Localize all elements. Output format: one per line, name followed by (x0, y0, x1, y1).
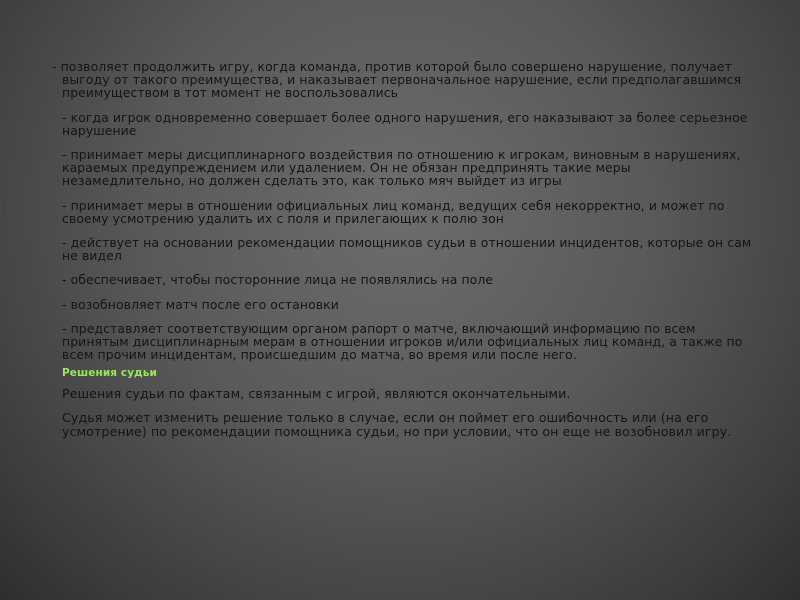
duty-paragraph-2: - когда игрок одновременно совершает более одного нарушения, его наказывают за более серьезное нарушение (62, 109, 748, 138)
slide-content (40, 60, 755, 449)
duty-paragraph-4: - принимает меры в отношении официальных лиц команд, ведущих себя некорректно, и может по своему усмотрению удалить их с поля и прилегающих к полю зон (62, 197, 725, 226)
decision-paragraph-2: Судья может изменить решение только в случае, если он поймет его ошибочность или (на его усмотрение) по рекомендации помощника судьи, но при условии, что он еще не возобновил игру. (62, 410, 732, 439)
duty-paragraph-8: - представляет соответствующим органом рапорт о матче, включающий информацию по всем принятым дисциплинарным мерам в отношении игроков и/или официальных лиц команд, а также по всем прочим инцидентам, происшедшим до матча, во время или после него. (62, 320, 743, 363)
duty-paragraph-7: - возобновляет матч после его остановки (62, 296, 339, 312)
duty-paragraph-1: - позволяет продолжить игру, когда команда, против которой было совершено нарушение, получает выгоду от такого преимущества, и наказывает первоначальное нарушение, если предполагавшимся преимуществом в тот момент не воспользовались (52, 59, 742, 101)
duty-paragraph-6: - обеспечивает, чтобы посторонние лица не появлялись на поле (62, 272, 494, 288)
section-heading: Решения судьи (62, 367, 157, 380)
duty-paragraph-5: - действует на основании рекомендации помощников судьи в отношении инцидентов, которые он сам не видел (62, 235, 752, 264)
duty-paragraph-3: - принимает меры дисциплинарного воздействия по отношению к игрокам, виновным в нарушениях, караемых предупреждением или удалением. Он не обязан предпринять такие меры незамедлительно, но должен сделать это, как только мяч выйдет из игры (62, 147, 741, 189)
decision-paragraph-1: Решения судьи по фактам, связанным с игрой, являются окончательными. (62, 385, 571, 401)
